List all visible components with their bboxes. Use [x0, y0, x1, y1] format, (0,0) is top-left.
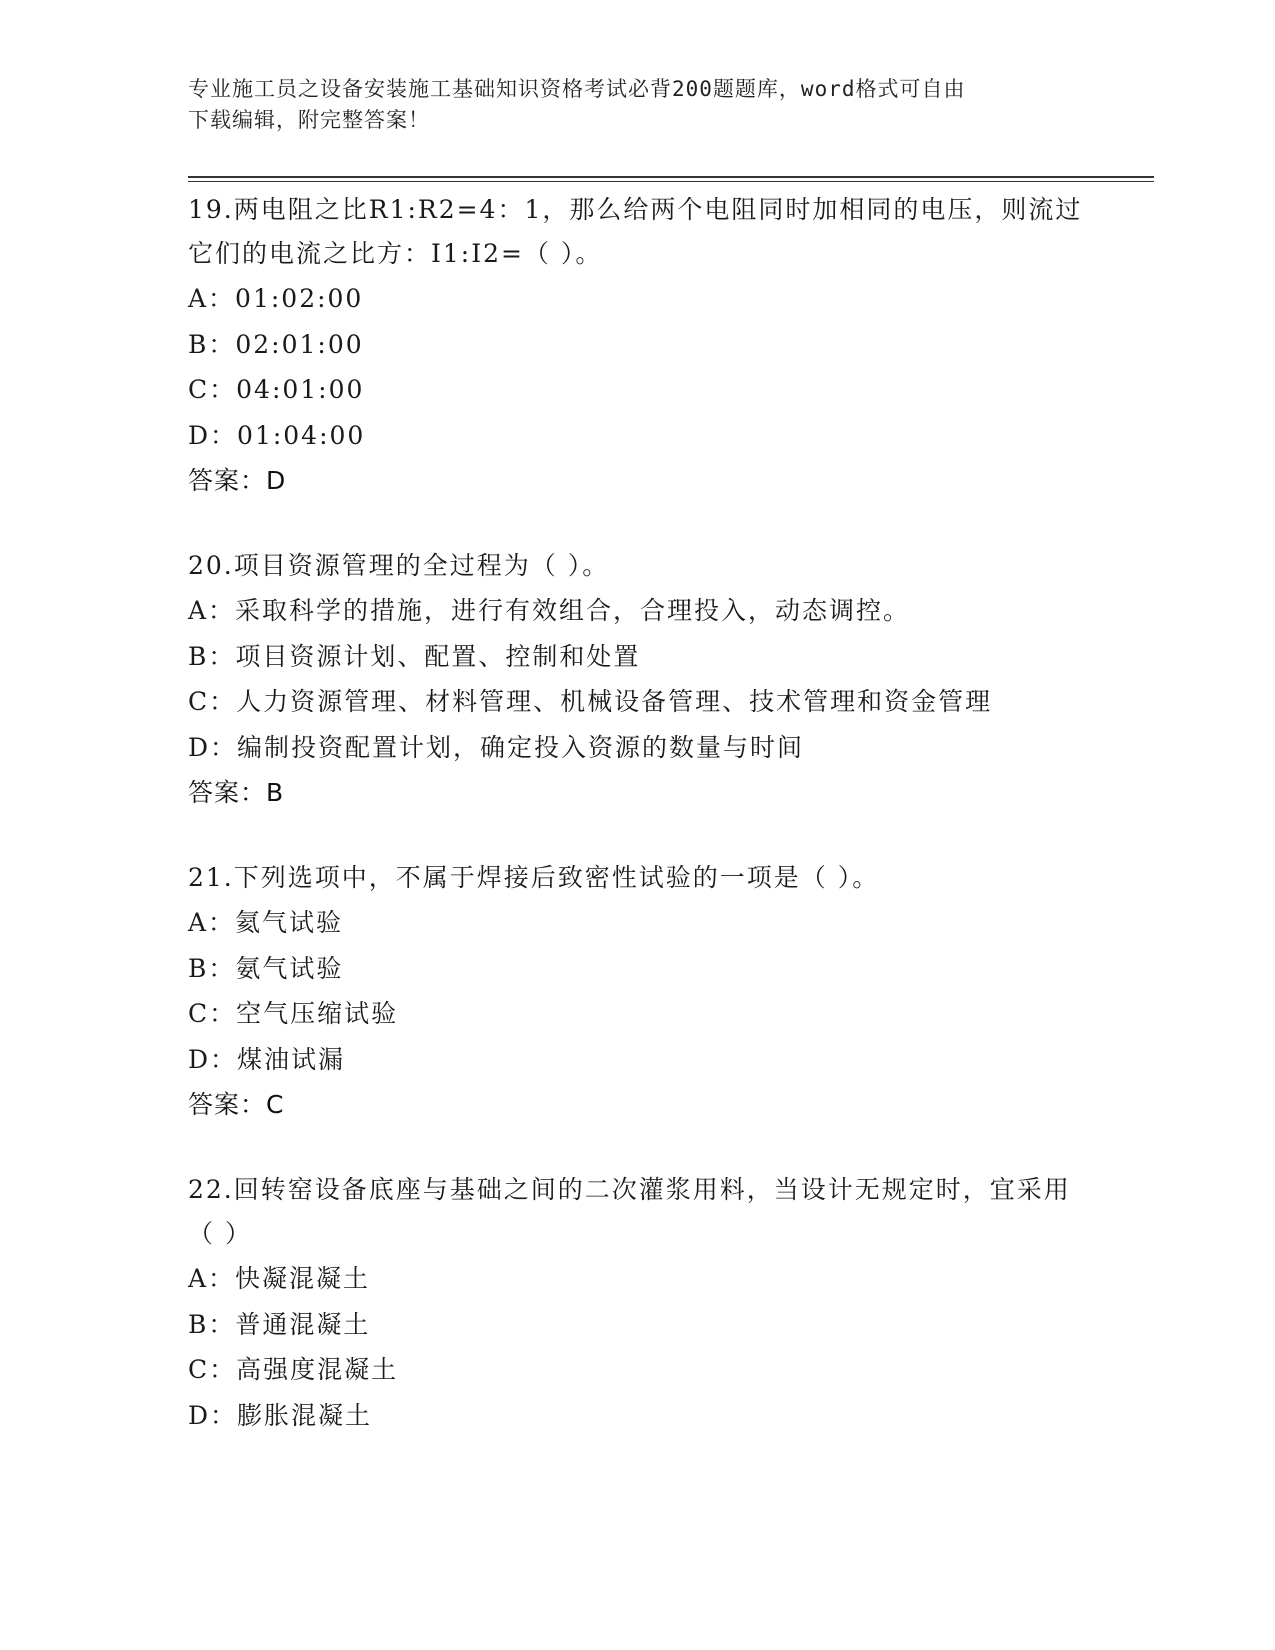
option-b: B：普通混凝土 [188, 1309, 371, 1339]
option-d: D：膨胀混凝土 [188, 1400, 373, 1430]
question-list [188, 188, 1088, 1479]
option-d: D：01:04:00 [188, 420, 366, 450]
option-c: C：04:01:00 [188, 375, 365, 404]
option-c: C：人力资源管理、材料管理、机械设备管理、技术管理和资金管理 [188, 687, 993, 716]
option-c: C：空气压缩试验 [188, 999, 399, 1028]
document-header [188, 74, 1088, 136]
answer-label: 答案：D [188, 466, 287, 495]
option-b: B：02:01:00 [188, 329, 364, 359]
option-d: D：煤油试漏 [188, 1044, 346, 1074]
question-19 [188, 188, 1088, 503]
header-line-1: 专业施工员之设备安装施工基础知识资格考试必背200题题库，word格式可自由 [188, 77, 966, 101]
question-20 [188, 544, 1088, 815]
option-d: D：编制投资配置计划，确定投入资源的数量与时间 [188, 732, 805, 762]
question-text: 20.项目资源管理的全过程为（ ）。 [188, 551, 610, 580]
option-a: A：01:02:00 [188, 284, 364, 313]
header-divider-thick [188, 176, 1154, 178]
question-text: 21.下列选项中，不属于焊接后致密性试验的一项是（ ）。 [188, 863, 880, 892]
option-b: B：氨气试验 [188, 953, 344, 983]
answer-label: 答案：C [188, 1090, 285, 1119]
question-22 [188, 1168, 1088, 1438]
option-a: A：快凝混凝土 [188, 1264, 371, 1293]
header-divider-thin [188, 181, 1154, 182]
question-21 [188, 856, 1088, 1127]
option-a: A：采取科学的措施，进行有效组合，合理投入，动态调控。 [188, 596, 911, 625]
header-line-2: 下载编辑，附完整答案！ [188, 108, 430, 132]
option-b: B：项目资源计划、配置、控制和处置 [188, 641, 641, 671]
option-c: C：高强度混凝土 [188, 1355, 399, 1384]
option-a: A：氦气试验 [188, 908, 344, 937]
question-text: 22.回转窑设备底座与基础之间的二次灌浆用料，当设计无规定时，宜采用（ ） [188, 1175, 1071, 1248]
question-text: 19.两电阻之比R1:R2=4：1，那么给两个电阻同时加相同的电压，则流过它们的电流之比方：I1:I2=（ ）。 [188, 195, 1083, 268]
answer-label: 答案：B [188, 778, 285, 807]
